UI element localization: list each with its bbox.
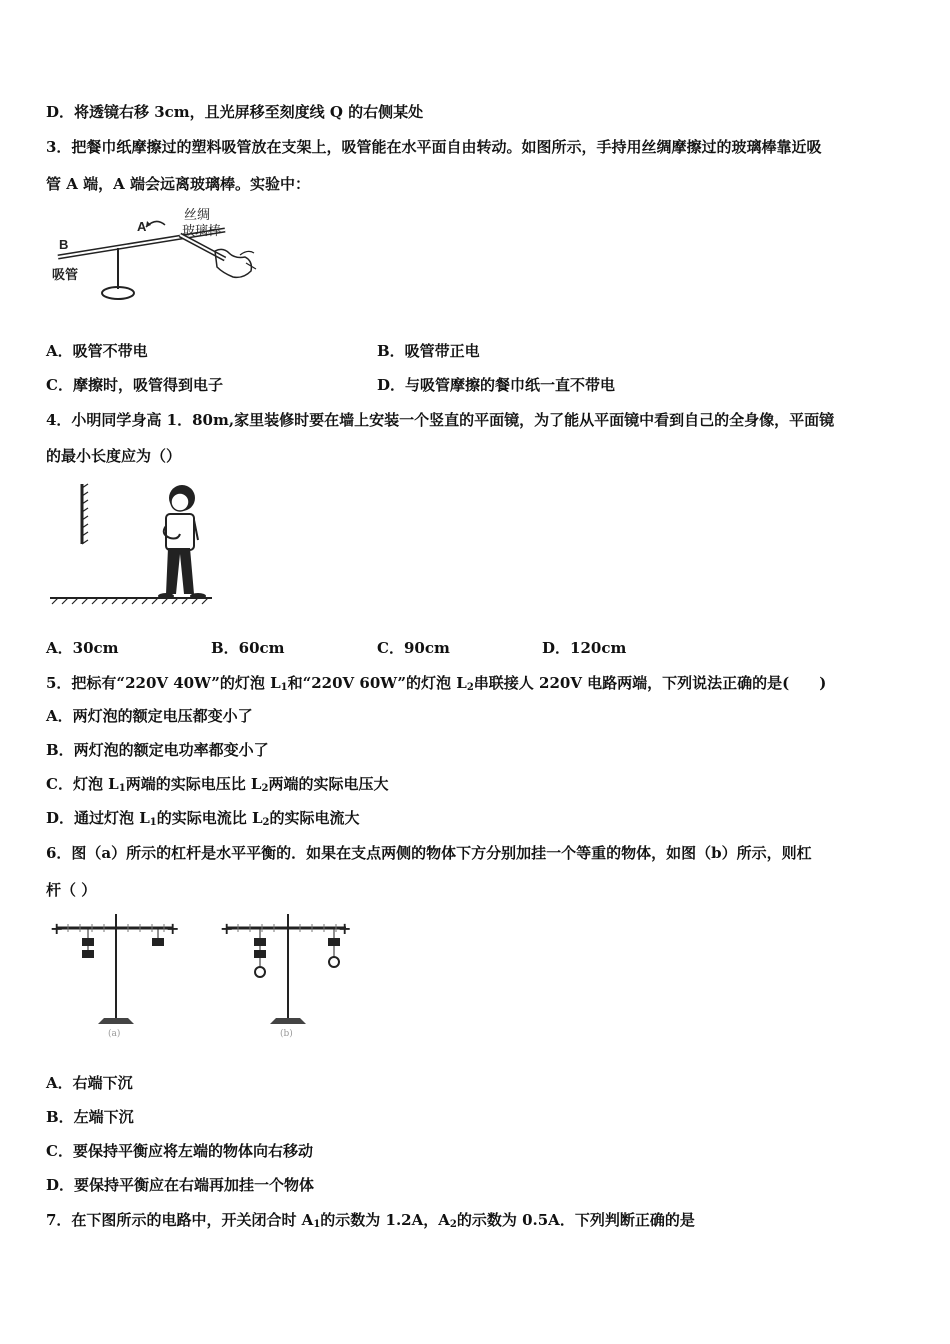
q3-option-d: D．与吸管摩擦的餐巾纸一直不带电: [377, 376, 616, 394]
q3-label-b: B: [59, 237, 69, 252]
q2-option-d: D．将透镜右移 3cm，且光屏移至刻度线 Q 的右侧某处: [46, 103, 424, 121]
q3-stem-line2: 管 A 端，A 端会远离玻璃棒。实验中：: [46, 175, 310, 193]
q4-stem-line2: 的最小长度应为（）: [46, 447, 182, 465]
q3-option-c: C．摩擦时，吸管得到电子: [46, 376, 223, 394]
svg-text:+: +: [220, 919, 234, 938]
q4-option-c: C．90cm: [377, 639, 450, 657]
q5-option-a: A．两灯泡的额定电压都变小了: [46, 707, 253, 725]
q5-option-b: B．两灯泡的额定电功率都变小了: [46, 741, 269, 759]
svg-text:+: +: [338, 919, 352, 938]
q7-stem: 7．在下图所示的电路中，开关闭合时 $A_1$的示数为 1.2A，$A_2$的示数为 0.5A．下列判断正确的是: [46, 1211, 695, 1230]
q3-figure-straw-rod: [50, 205, 270, 305]
q6-option-b: B．左端下沉: [46, 1108, 134, 1126]
q4-option-b: B．60cm: [211, 639, 285, 657]
q4-stem-line1: 4．小明同学身高 1．80m,家里装修时要在墙上安装一个竖直的平面镜，为了能从平面镜中看到自己的全身像，平面镜: [46, 411, 835, 429]
q6-caption-a: (a): [108, 1029, 121, 1039]
q6-caption-b: (b): [280, 1029, 293, 1039]
q6-option-d: D．要保持平衡应在右端再加挂一个物体: [46, 1176, 315, 1194]
q6-option-a: A．右端下沉: [46, 1074, 133, 1092]
q5-option-d: D．通过灯泡 $L_1$的实际电流比 $L_2$的实际电流大: [46, 809, 360, 828]
q6-figure-lever-b: [218, 910, 358, 1040]
q3-label-straw: 吸管: [52, 267, 79, 282]
q5-stem: 5．把标有“220V 40W”的灯泡 $L_1$和“220V 60W”的灯泡 $L_2$串联接人 220V 电路两端，下列说法正确的是( ): [46, 674, 827, 693]
q3-label-rod: 玻璃棒: [182, 223, 222, 238]
q6-figure-lever-a: [48, 910, 188, 1040]
q6-stem-line1: 6．图（a）所示的杠杆是水平平衡的．如果在支点两侧的物体下方分别加挂一个等重的物体，如图（b）所示，则杠: [46, 844, 812, 862]
q3-label-silk: 丝绸: [184, 207, 211, 222]
q6-stem-line2: 杆（ ）: [46, 881, 97, 899]
svg-text:+: +: [50, 919, 64, 938]
q3-option-b: B．吸管带正电: [377, 342, 480, 360]
q3-option-a: A．吸管不带电: [46, 342, 148, 360]
q4-option-d: D．120cm: [542, 639, 627, 657]
q4-option-a: A．30cm: [46, 639, 119, 657]
q3-stem-line1: 3．把餐巾纸摩擦过的塑料吸管放在支架上，吸管能在水平面自由转动。如图所示，手持用丝绸摩擦过的玻璃棒靠近吸: [46, 138, 822, 156]
q4-figure-mirror-person: [48, 480, 218, 610]
q5-option-c: C．灯泡 $L_1$两端的实际电压比 $L_2$两端的实际电压大: [46, 775, 389, 794]
q6-option-c: C．要保持平衡应将左端的物体向右移动: [46, 1142, 313, 1160]
svg-text:+: +: [166, 919, 180, 938]
q3-label-a: A: [137, 219, 147, 234]
